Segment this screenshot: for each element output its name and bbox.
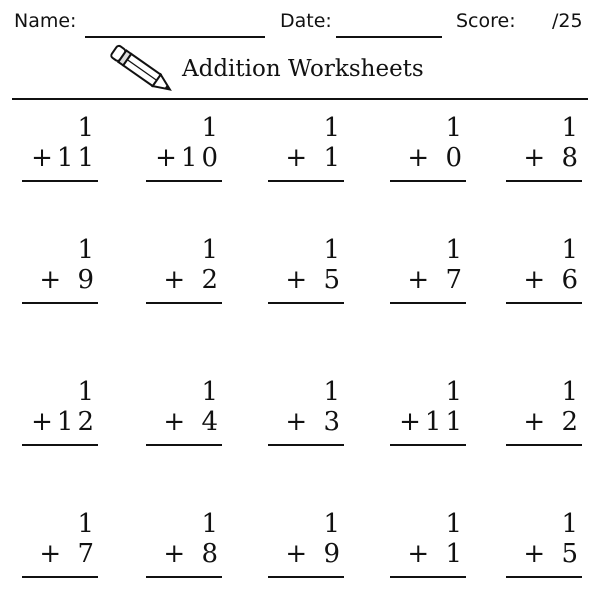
answer-line[interactable] (390, 302, 466, 304)
problem-top-number: 1 (77, 113, 98, 143)
addition-problem (268, 496, 348, 568)
problem-top-number: 1 (323, 377, 344, 407)
addition-problem (146, 100, 226, 172)
problem-top-number: 1 (201, 113, 222, 143)
problem-addend: + 9 (285, 539, 344, 569)
problem-grid (0, 100, 600, 600)
addition-problem (268, 100, 348, 172)
answer-line[interactable] (146, 180, 222, 182)
addition-problem (22, 100, 102, 172)
addition-problem (22, 222, 102, 294)
answer-line[interactable] (506, 576, 582, 578)
problem-top-number: 1 (445, 113, 466, 143)
problem-addend: + 6 (523, 265, 582, 295)
problem-top-number: 1 (201, 377, 222, 407)
answer-line[interactable] (146, 302, 222, 304)
problem-top-number: 1 (445, 509, 466, 539)
addition-problem (146, 222, 226, 294)
addition-problem (390, 100, 470, 172)
addition-problem (506, 100, 586, 172)
problem-top-number: 1 (561, 113, 582, 143)
problem-top-number: 1 (561, 377, 582, 407)
title-row (0, 42, 600, 100)
addition-problem (506, 222, 586, 294)
answer-line[interactable] (506, 180, 582, 182)
problem-top-number: 1 (77, 377, 98, 407)
answer-line[interactable] (268, 302, 344, 304)
problem-top-number: 1 (323, 113, 344, 143)
name-field[interactable] (85, 36, 265, 38)
problem-top-number: 1 (201, 509, 222, 539)
answer-line[interactable] (146, 576, 222, 578)
name-label: Name: (14, 10, 77, 32)
answer-line[interactable] (146, 444, 222, 446)
answer-line[interactable] (22, 444, 98, 446)
problem-addend: + 7 (39, 539, 98, 569)
problem-top-number: 1 (77, 235, 98, 265)
addition-problem (390, 496, 470, 568)
problem-top-number: 1 (323, 509, 344, 539)
addition-problem (390, 364, 470, 436)
answer-line[interactable] (268, 576, 344, 578)
answer-line[interactable] (390, 444, 466, 446)
score-label: Score: (456, 10, 516, 32)
problem-addend: + 2 (523, 407, 582, 437)
problem-top-number: 1 (561, 509, 582, 539)
answer-line[interactable] (506, 444, 582, 446)
answer-line[interactable] (268, 444, 344, 446)
answer-line[interactable] (268, 180, 344, 182)
addition-problem (146, 496, 226, 568)
problem-addend: + 4 (163, 407, 222, 437)
addition-problem (390, 222, 470, 294)
addition-problem (146, 364, 226, 436)
problem-top-number: 1 (323, 235, 344, 265)
addition-problem (22, 496, 102, 568)
problem-addend: + 1 (407, 539, 466, 569)
pencil-icon (102, 42, 182, 98)
date-label: Date: (280, 10, 332, 32)
answer-line[interactable] (22, 576, 98, 578)
problem-top-number: 1 (445, 235, 466, 265)
answer-line[interactable] (390, 180, 466, 182)
addition-problem (22, 364, 102, 436)
addition-problem (506, 364, 586, 436)
addition-problem (268, 364, 348, 436)
problem-addend: + 0 (407, 143, 466, 173)
page-title: Addition Worksheets (182, 56, 424, 82)
score-total: /25 (552, 10, 583, 32)
date-field[interactable] (336, 36, 442, 38)
problem-addend: +12 (31, 407, 98, 437)
problem-top-number: 1 (201, 235, 222, 265)
problem-addend: + 8 (523, 143, 582, 173)
problem-addend: + 7 (407, 265, 466, 295)
problem-addend: + 9 (39, 265, 98, 295)
problem-addend: + 1 (285, 143, 344, 173)
problem-addend: + 8 (163, 539, 222, 569)
answer-line[interactable] (22, 302, 98, 304)
problem-top-number: 1 (77, 509, 98, 539)
addition-problem (506, 496, 586, 568)
problem-top-number: 1 (561, 235, 582, 265)
problem-addend: +11 (399, 407, 466, 437)
answer-line[interactable] (22, 180, 98, 182)
addition-problem (268, 222, 348, 294)
problem-addend: +11 (31, 143, 98, 173)
answer-line[interactable] (390, 576, 466, 578)
problem-addend: + 5 (285, 265, 344, 295)
problem-top-number: 1 (445, 377, 466, 407)
problem-addend: + 5 (523, 539, 582, 569)
problem-addend: +10 (155, 143, 222, 173)
problem-addend: + 3 (285, 407, 344, 437)
problem-addend: + 2 (163, 265, 222, 295)
answer-line[interactable] (506, 302, 582, 304)
